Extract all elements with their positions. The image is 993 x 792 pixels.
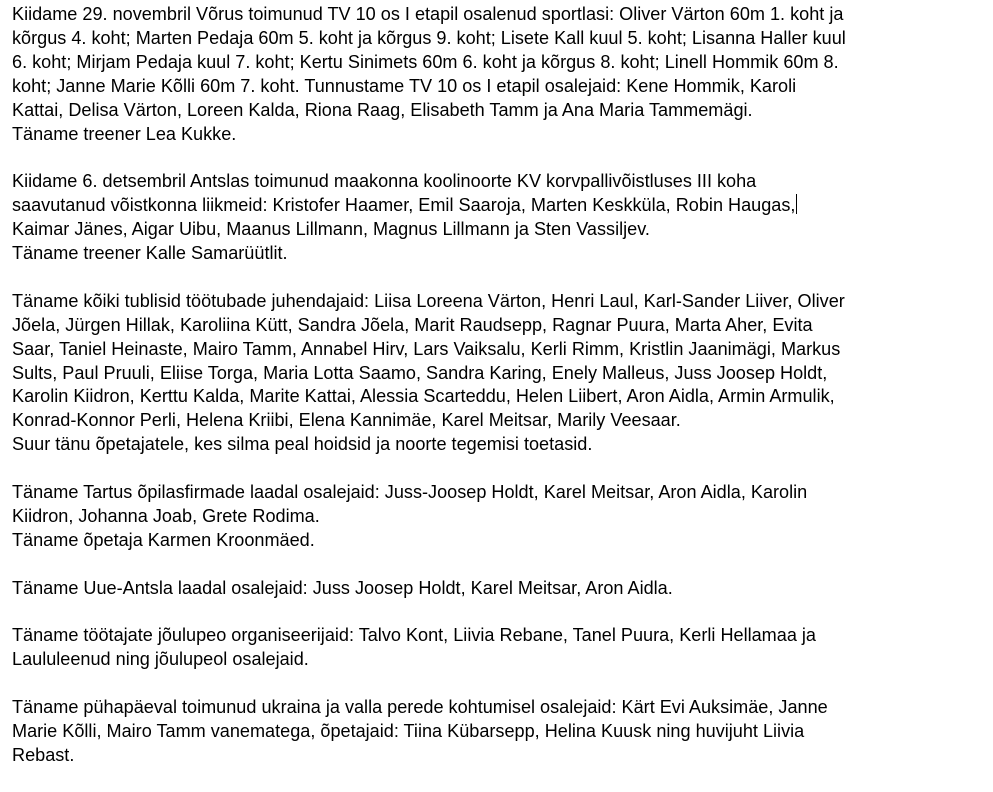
text-line: Suur tänu õpetajatele, kes silma peal hoidsid ja noorte tegemisi toetasid. bbox=[12, 434, 593, 455]
text-line: Saar, Taniel Heinaste, Mairo Tamm, Annabel Hirv, Lars Vaiksalu, Kerli Rimm, Kristlin Jaanimägi, Markus bbox=[12, 338, 841, 359]
text-line: Jõela, Jürgen Hillak, Karoliina Kütt, Sandra Jõela, Marit Raudsepp, Ragnar Puura, Marta Aher, Evita bbox=[12, 314, 813, 335]
text-line: Täname treener Kalle Samarüütlit. bbox=[12, 243, 288, 264]
text-line: Täname pühapäeval toimunud ukraina ja valla perede kohtumisel osalejaid: Kärt Evi Auksimäe, Janne bbox=[12, 697, 828, 718]
paragraph-sports-results bbox=[12, 3, 972, 146]
text-line: Sults, Paul Pruuli, Eliise Torga, Maria Lotta Saamo, Sandra Karing, Enely Malleus, Juss Joosep Holdt, bbox=[12, 362, 828, 383]
text-line: Kaimar Jänes, Aigar Uibu, Maanus Lillmann, Magnus Lillmann ja Sten Vassiljev. bbox=[12, 219, 650, 240]
text-line: Täname kõiki tublisid töötubade juhendajaid: Liisa Loreena Värton, Henri Laul, Karl-Sander Liiver, Oliver bbox=[12, 290, 845, 311]
text-line: saavutanud võistkonna liikmeid: Kristofer Haamer, Emil Saaroja, Marten Keskküla, Robin Haugas, bbox=[12, 195, 796, 216]
paragraph-tartu-fair bbox=[12, 481, 972, 553]
text-line: Laululeenud ning jõulupeol osalejaid. bbox=[12, 649, 309, 670]
text-line: Marie Kõlli, Mairo Tamm vanematega, õpetajaid: Tiina Kübarsepp, Helina Kuusk ning huvijuht Liivia bbox=[12, 721, 805, 742]
paragraph-christmas-party bbox=[12, 624, 972, 672]
text-line: kõrgus 4. koht; Marten Pedaja 60m 5. koht ja kõrgus 9. koht; Lisete Kall kuul 5. koht; Lisanna Haller kuul bbox=[12, 27, 846, 48]
paragraph-uue-antsla-fair bbox=[12, 577, 972, 601]
text-line: Kiidron, Johanna Joab, Grete Rodima. bbox=[12, 505, 320, 526]
text-line: Täname töötajate jõulupeo organiseerijaid: Talvo Kont, Liivia Rebane, Tanel Puura, Kerli Hellamaa ja bbox=[12, 625, 816, 646]
text-line: Karolin Kiidron, Kerttu Kalda, Marite Kattai, Alessia Scarteddu, Helen Liibert, Aron Aidla, Armin Armulik, bbox=[12, 386, 835, 407]
text-line: Rebast. bbox=[12, 745, 75, 765]
document-body[interactable] bbox=[12, 3, 972, 792]
text-line: Kattai, Delisa Värton, Loreen Kalda, Riona Raag, Elisabeth Tamm ja Ana Maria Tammemägi. bbox=[12, 99, 753, 120]
text-line: Täname Tartus õpilasfirmade laadal osalejaid: Juss-Joosep Holdt, Karel Meitsar, Aron Aidla, Karolin bbox=[12, 482, 808, 503]
text-line: Täname treener Lea Kukke. bbox=[12, 123, 237, 144]
text-line: Täname Uue-Antsla laadal osalejaid: Juss Joosep Holdt, Karel Meitsar, Aron Aidla. bbox=[12, 577, 673, 598]
text-line: Kiidame 6. detsembril Antslas toimunud maakonna koolinoorte KV korvpallivõistluses III koha bbox=[12, 171, 757, 192]
text-line: Täname õpetaja Karmen Kroonmäed. bbox=[12, 529, 315, 550]
paragraph-workshop-leaders bbox=[12, 290, 972, 457]
text-line-with-cursor bbox=[12, 194, 972, 218]
text-line: Kiidame 29. novembril Võrus toimunud TV 10 os I etapil osalenud sportlasi: Oliver Värton 60m 1. koht ja bbox=[12, 4, 844, 24]
text-line: 6. koht; Mirjam Pedaja kuul 7. koht; Kertu Sinimets 60m 6. koht ja kõrgus 8. koht; Linell Hommik 60m 8. bbox=[12, 51, 839, 72]
paragraph-basketball bbox=[12, 170, 972, 266]
text-line: Konrad-Konnor Perli, Helena Kriibi, Elena Kannimäe, Karel Meitsar, Marily Veesaar. bbox=[12, 410, 681, 431]
text-line: koht; Janne Marie Kõlli 60m 7. koht. Tunnustame TV 10 os I etapil osalejaid: Kene Hommik, Karoli bbox=[12, 75, 797, 96]
paragraph-family-meeting bbox=[12, 696, 972, 768]
text-cursor bbox=[796, 194, 797, 214]
